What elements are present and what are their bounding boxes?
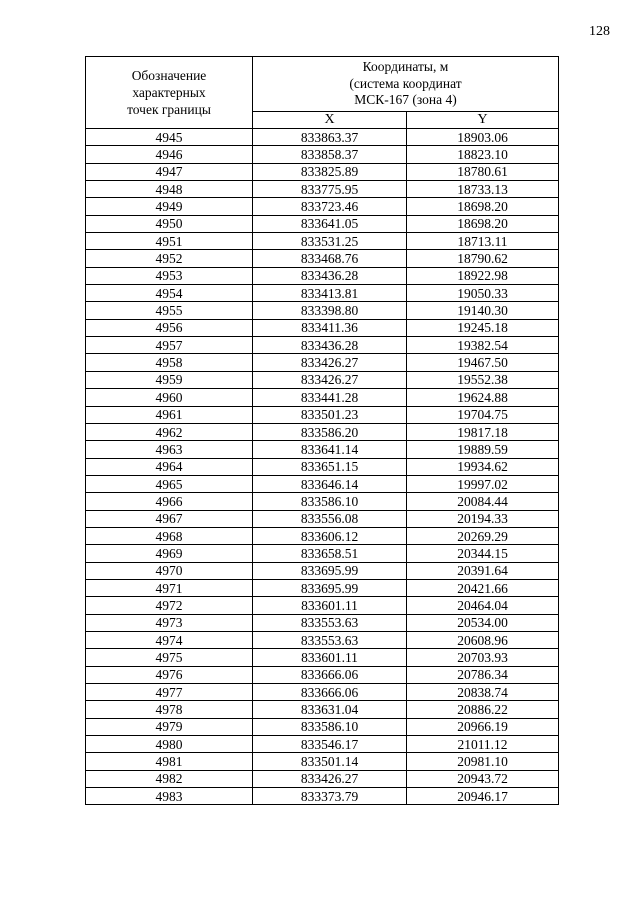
table-row bbox=[86, 649, 559, 666]
table-row bbox=[86, 631, 559, 648]
table-row bbox=[86, 267, 559, 284]
cell-y: 19889.59 bbox=[407, 441, 559, 458]
cell-point: 4946 bbox=[86, 146, 253, 163]
cell-point: 4982 bbox=[86, 770, 253, 787]
cell-x: 833411.36 bbox=[253, 319, 407, 336]
table-row bbox=[86, 770, 559, 787]
cell-point: 4968 bbox=[86, 527, 253, 544]
cell-y: 19624.88 bbox=[407, 389, 559, 406]
cell-point: 4951 bbox=[86, 233, 253, 250]
header-x: X bbox=[253, 112, 407, 129]
cell-y: 19050.33 bbox=[407, 285, 559, 302]
header-point-line: характерных bbox=[132, 85, 206, 100]
cell-point: 4983 bbox=[86, 788, 253, 805]
cell-y: 19245.18 bbox=[407, 319, 559, 336]
cell-y: 20344.15 bbox=[407, 545, 559, 562]
cell-y: 20084.44 bbox=[407, 493, 559, 510]
cell-x: 833426.27 bbox=[253, 770, 407, 787]
table-row bbox=[86, 337, 559, 354]
cell-x: 833863.37 bbox=[253, 129, 407, 146]
table-row bbox=[86, 579, 559, 596]
table-row bbox=[86, 493, 559, 510]
cell-x: 833586.20 bbox=[253, 423, 407, 440]
cell-point: 4959 bbox=[86, 371, 253, 388]
cell-y: 18780.61 bbox=[407, 163, 559, 180]
cell-x: 833723.46 bbox=[253, 198, 407, 215]
cell-y: 18713.11 bbox=[407, 233, 559, 250]
cell-point: 4964 bbox=[86, 458, 253, 475]
cell-y: 20391.64 bbox=[407, 562, 559, 579]
cell-point: 4953 bbox=[86, 267, 253, 284]
cell-x: 833606.12 bbox=[253, 527, 407, 544]
cell-x: 833658.51 bbox=[253, 545, 407, 562]
cell-y: 18922.98 bbox=[407, 267, 559, 284]
coordinates-table bbox=[85, 56, 559, 805]
table-header bbox=[86, 57, 559, 129]
cell-point: 4966 bbox=[86, 493, 253, 510]
cell-x: 833666.06 bbox=[253, 684, 407, 701]
cell-point: 4970 bbox=[86, 562, 253, 579]
cell-y: 20886.22 bbox=[407, 701, 559, 718]
cell-y: 20421.66 bbox=[407, 579, 559, 596]
cell-y: 20608.96 bbox=[407, 631, 559, 648]
cell-x: 833553.63 bbox=[253, 614, 407, 631]
cell-point: 4978 bbox=[86, 701, 253, 718]
cell-y: 20534.00 bbox=[407, 614, 559, 631]
cell-point: 4963 bbox=[86, 441, 253, 458]
cell-x: 833436.28 bbox=[253, 267, 407, 284]
table-body bbox=[86, 129, 559, 805]
table-row bbox=[86, 215, 559, 232]
table-row bbox=[86, 163, 559, 180]
cell-x: 833695.99 bbox=[253, 579, 407, 596]
cell-point: 4952 bbox=[86, 250, 253, 267]
header-coordinates bbox=[253, 57, 559, 112]
table-row bbox=[86, 753, 559, 770]
cell-point: 4945 bbox=[86, 129, 253, 146]
table-row bbox=[86, 354, 559, 371]
cell-point: 4973 bbox=[86, 614, 253, 631]
table-row bbox=[86, 198, 559, 215]
table-row bbox=[86, 319, 559, 336]
table-row bbox=[86, 181, 559, 198]
cell-point: 4949 bbox=[86, 198, 253, 215]
table-row bbox=[86, 562, 559, 579]
cell-y: 20194.33 bbox=[407, 510, 559, 527]
header-coords-line: (система координат bbox=[349, 75, 462, 91]
cell-x: 833426.27 bbox=[253, 354, 407, 371]
cell-point: 4956 bbox=[86, 319, 253, 336]
cell-y: 20703.93 bbox=[407, 649, 559, 666]
cell-point: 4971 bbox=[86, 579, 253, 596]
cell-x: 833501.14 bbox=[253, 753, 407, 770]
table-row bbox=[86, 423, 559, 440]
cell-point: 4961 bbox=[86, 406, 253, 423]
cell-point: 4967 bbox=[86, 510, 253, 527]
cell-x: 833553.63 bbox=[253, 631, 407, 648]
cell-y: 18698.20 bbox=[407, 215, 559, 232]
table-row bbox=[86, 250, 559, 267]
cell-x: 833556.08 bbox=[253, 510, 407, 527]
cell-x: 833468.76 bbox=[253, 250, 407, 267]
table-row bbox=[86, 684, 559, 701]
cell-y: 19140.30 bbox=[407, 302, 559, 319]
cell-y: 19704.75 bbox=[407, 406, 559, 423]
cell-x: 833601.11 bbox=[253, 597, 407, 614]
cell-point: 4947 bbox=[86, 163, 253, 180]
cell-y: 21011.12 bbox=[407, 736, 559, 753]
header-coords-line: МСК-167 (зона 4) bbox=[354, 92, 457, 108]
cell-x: 833441.28 bbox=[253, 389, 407, 406]
cell-y: 19467.50 bbox=[407, 354, 559, 371]
cell-y: 20464.04 bbox=[407, 597, 559, 614]
table-row bbox=[86, 441, 559, 458]
cell-x: 833641.05 bbox=[253, 215, 407, 232]
table-row bbox=[86, 666, 559, 683]
cell-x: 833646.14 bbox=[253, 475, 407, 492]
cell-point: 4980 bbox=[86, 736, 253, 753]
cell-y: 18733.13 bbox=[407, 181, 559, 198]
cell-y: 19817.18 bbox=[407, 423, 559, 440]
table-row bbox=[86, 146, 559, 163]
table-row bbox=[86, 389, 559, 406]
cell-x: 833601.11 bbox=[253, 649, 407, 666]
cell-point: 4979 bbox=[86, 718, 253, 735]
cell-point: 4957 bbox=[86, 337, 253, 354]
table-row bbox=[86, 545, 559, 562]
cell-x: 833426.27 bbox=[253, 371, 407, 388]
header-point-line: точек границы bbox=[127, 102, 211, 117]
cell-x: 833398.80 bbox=[253, 302, 407, 319]
cell-x: 833586.10 bbox=[253, 493, 407, 510]
cell-x: 833651.15 bbox=[253, 458, 407, 475]
header-point-line: Обозначение bbox=[131, 68, 207, 83]
table-row bbox=[86, 371, 559, 388]
cell-x: 833373.79 bbox=[253, 788, 407, 805]
cell-y: 20966.19 bbox=[407, 718, 559, 735]
cell-point: 4975 bbox=[86, 649, 253, 666]
cell-point: 4950 bbox=[86, 215, 253, 232]
cell-point: 4965 bbox=[86, 475, 253, 492]
cell-point: 4955 bbox=[86, 302, 253, 319]
cell-x: 833501.23 bbox=[253, 406, 407, 423]
table-row bbox=[86, 736, 559, 753]
table-row bbox=[86, 458, 559, 475]
cell-point: 4948 bbox=[86, 181, 253, 198]
cell-x: 833775.95 bbox=[253, 181, 407, 198]
cell-point: 4958 bbox=[86, 354, 253, 371]
cell-point: 4977 bbox=[86, 684, 253, 701]
cell-y: 19552.38 bbox=[407, 371, 559, 388]
table-row bbox=[86, 129, 559, 146]
cell-y: 18698.20 bbox=[407, 198, 559, 215]
page-number: 128 bbox=[589, 24, 610, 39]
table-row bbox=[86, 701, 559, 718]
cell-x: 833825.89 bbox=[253, 163, 407, 180]
cell-y: 20786.34 bbox=[407, 666, 559, 683]
table-row bbox=[86, 614, 559, 631]
table-row bbox=[86, 788, 559, 805]
cell-y: 20981.10 bbox=[407, 753, 559, 770]
table-row bbox=[86, 406, 559, 423]
cell-point: 4962 bbox=[86, 423, 253, 440]
cell-y: 20269.29 bbox=[407, 527, 559, 544]
table-row bbox=[86, 475, 559, 492]
table-row bbox=[86, 510, 559, 527]
cell-y: 18823.10 bbox=[407, 146, 559, 163]
table-row bbox=[86, 302, 559, 319]
cell-x: 833436.28 bbox=[253, 337, 407, 354]
cell-x: 833666.06 bbox=[253, 666, 407, 683]
cell-point: 4981 bbox=[86, 753, 253, 770]
table-row bbox=[86, 527, 559, 544]
cell-point: 4974 bbox=[86, 631, 253, 648]
cell-point: 4954 bbox=[86, 285, 253, 302]
cell-y: 20838.74 bbox=[407, 684, 559, 701]
cell-x: 833531.25 bbox=[253, 233, 407, 250]
cell-x: 833631.04 bbox=[253, 701, 407, 718]
header-y: Y bbox=[407, 112, 559, 129]
cell-point: 4969 bbox=[86, 545, 253, 562]
header-coords-line: Координаты, м bbox=[362, 59, 449, 75]
cell-y: 18790.62 bbox=[407, 250, 559, 267]
cell-point: 4976 bbox=[86, 666, 253, 683]
cell-y: 20946.17 bbox=[407, 788, 559, 805]
cell-y: 19382.54 bbox=[407, 337, 559, 354]
cell-y: 19934.62 bbox=[407, 458, 559, 475]
cell-x: 833586.10 bbox=[253, 718, 407, 735]
table-row bbox=[86, 233, 559, 250]
cell-y: 19997.02 bbox=[407, 475, 559, 492]
cell-y: 18903.06 bbox=[407, 129, 559, 146]
header-point-designation bbox=[86, 57, 253, 129]
cell-x: 833858.37 bbox=[253, 146, 407, 163]
table-row bbox=[86, 718, 559, 735]
table-row bbox=[86, 285, 559, 302]
cell-x: 833695.99 bbox=[253, 562, 407, 579]
cell-y: 20943.72 bbox=[407, 770, 559, 787]
cell-point: 4972 bbox=[86, 597, 253, 614]
cell-x: 833546.17 bbox=[253, 736, 407, 753]
table-row bbox=[86, 597, 559, 614]
cell-point: 4960 bbox=[86, 389, 253, 406]
cell-x: 833413.81 bbox=[253, 285, 407, 302]
cell-x: 833641.14 bbox=[253, 441, 407, 458]
